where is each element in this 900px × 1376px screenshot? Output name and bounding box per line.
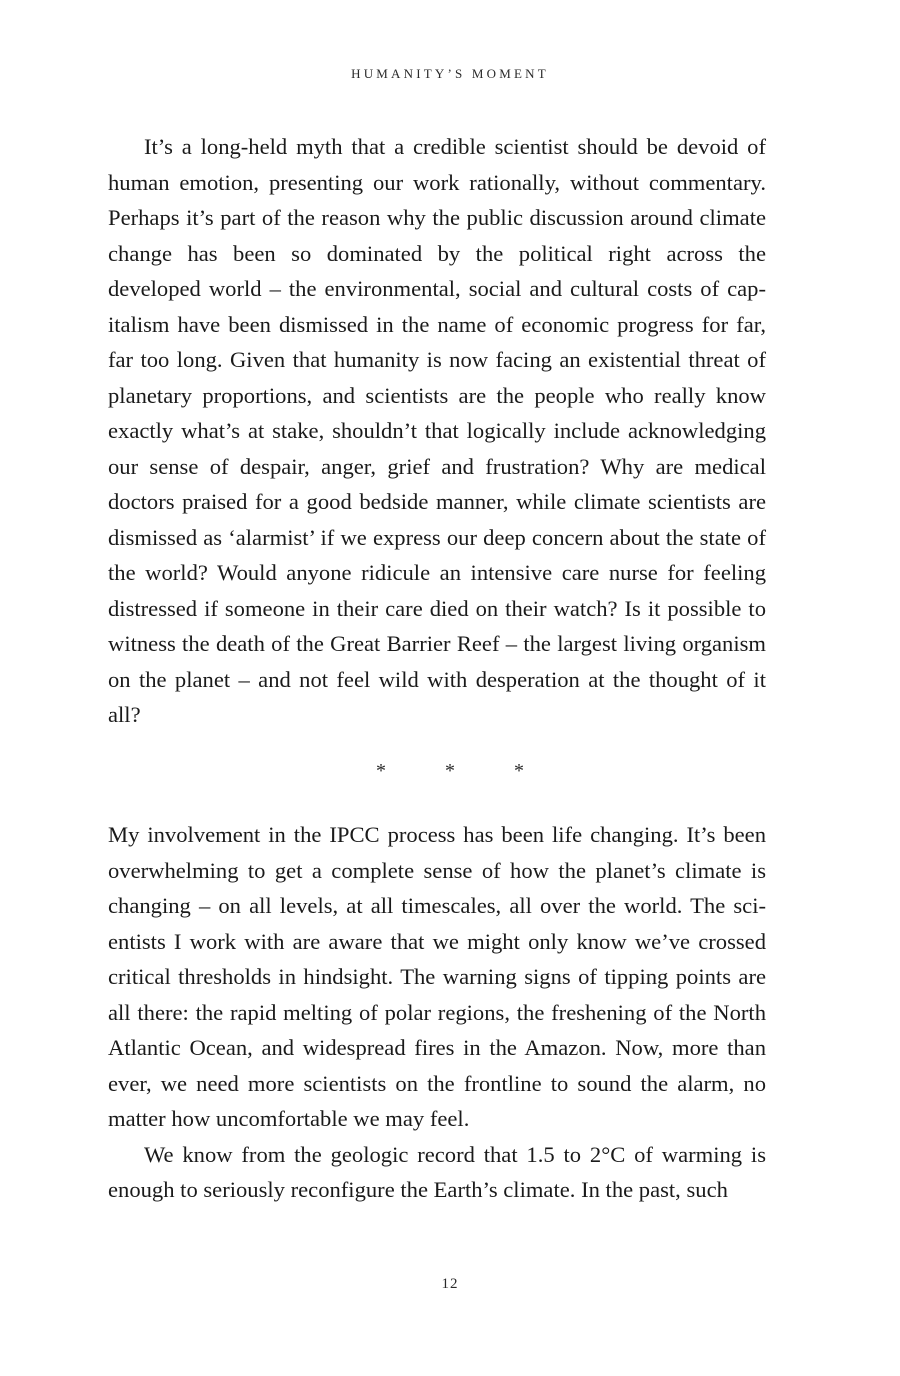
paragraph: We know from the geologic record that 1.5 to 2°C of warming is enough to seriously reconfigure the Earth’s climate. In the past, such [108, 1141, 766, 1202]
paragraph: My involvement in the IPCC process has been life changing. It’s been overwhelming to get a complete sense of how the planet’s climate is changing – on all levels, at all timescales, all over the world. The scientists I work with are aware that we might only know we’ve crossed critical thresholds in hindsight. The warning signs of tipping points are all there: the rapid melting of polar regions, the freshening of the North Atlantic Ocean, and widespread fires in the Amazon. Now, more than ever, we need more scientists on the frontline to sound the alarm, no matter how uncomfortable we may feel. [108, 822, 766, 1131]
body-text-section-2 [108, 817, 766, 1208]
section-break-asterisk: * [445, 760, 455, 782]
body-text-section-1 [108, 129, 766, 733]
section-break-asterisk: * [514, 760, 524, 782]
paragraph: It’s a long-held myth that a credible scientist should be devoid of human emotion, presenting our work rationally, without commentary. Perhaps it’s part of the reason why the public discussion around climate change has been so dominated by the political right across the developed world – the environmental, social and cultural costs of capitalism have been dismissed in the name of economic progress for far, far too long. Given that humanity is now facing an existential threat of planetary proportions, and scientists are the people who really know exactly what’s at stake, shouldn’t that logically include acknowledging our sense of despair, anger, grief and frustration? Why are medical doctors praised for a good bedside manner, while climate scientists are dismissed as ‘alarmist’ if we express our deep concern about the state of the world? Would anyone ridicule an intensive care nurse for feeling distressed if someone in their care died on their watch? Is it possible to witness the death of the Great Barrier Reef – the largest living organism on the planet – and not feel wild with desperation at the thought of it all? [108, 134, 766, 727]
section-break [0, 760, 900, 783]
page-number: 12 [441, 1276, 459, 1292]
section-break-asterisk: * [376, 760, 386, 782]
running-head: HUMANITY’S MOMENT [351, 66, 549, 81]
